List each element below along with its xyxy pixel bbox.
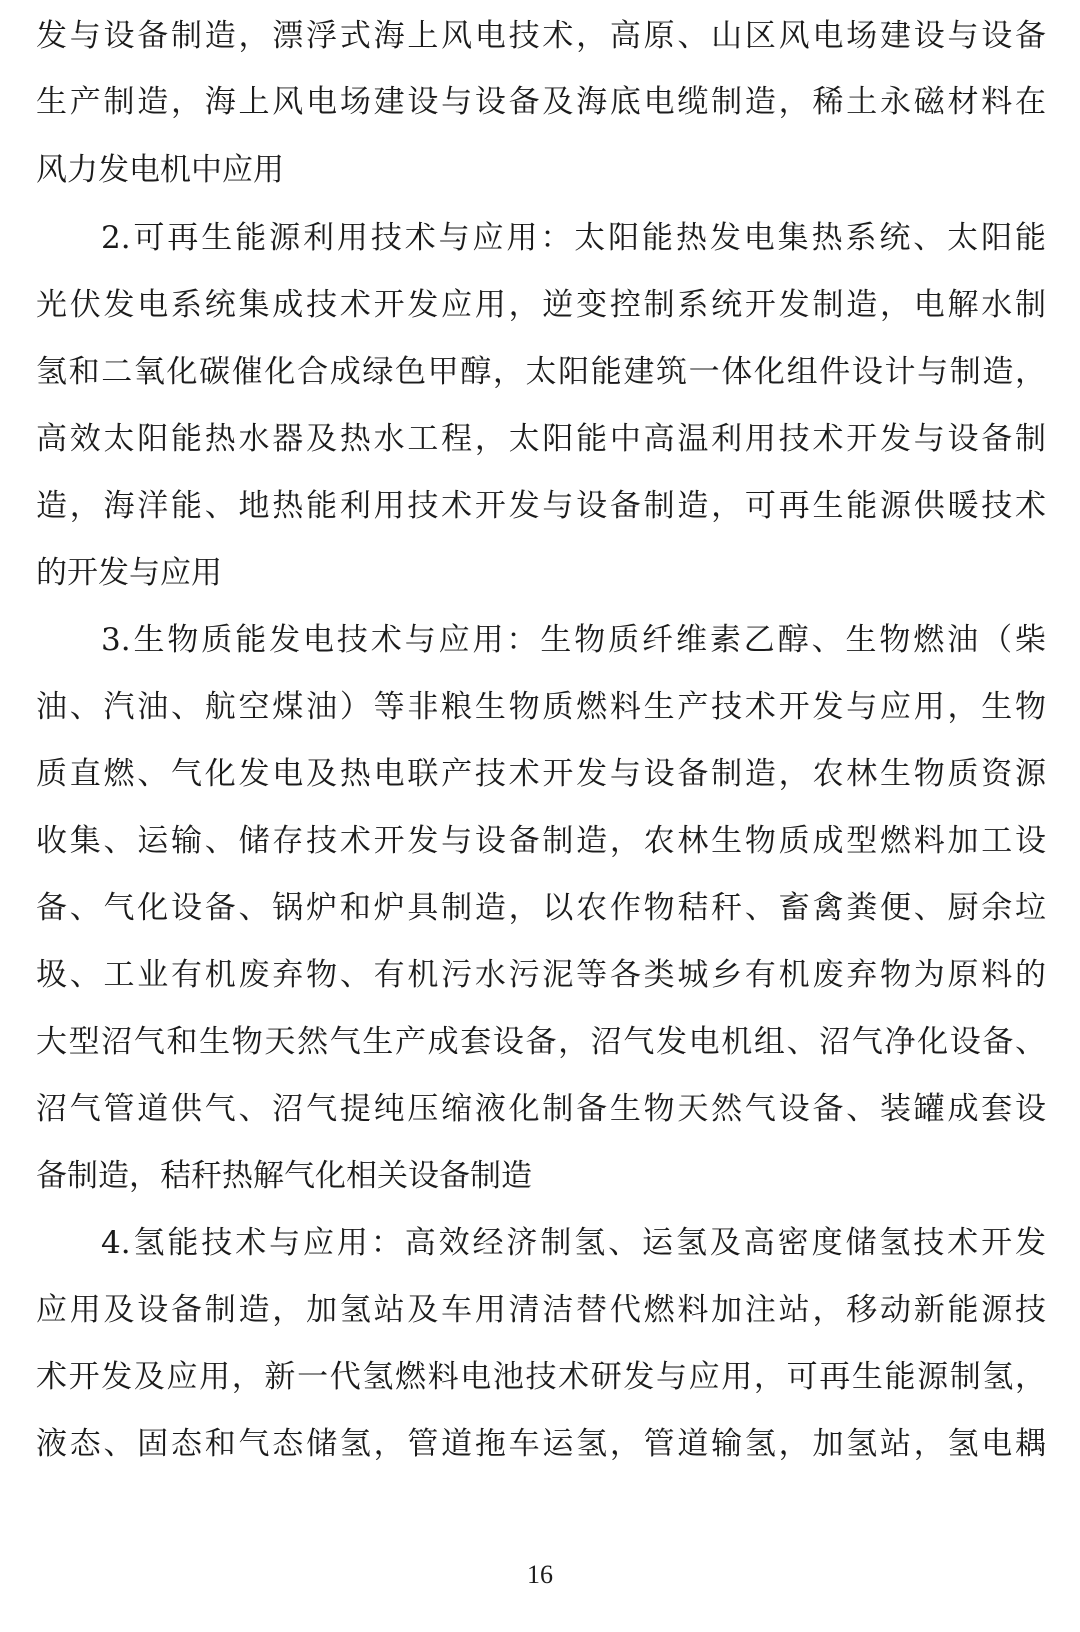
text-line: 备制造，秸秆热解气化相关设备制造 — [36, 1158, 532, 1194]
text-line: 备、气化设备、锅炉和炉具制造，以农作物秸秆、畜禽粪便、厨余垃 — [36, 890, 1046, 926]
paragraph-heading-line: 2.可再生能源利用技术与应用：太阳能热发电集热系统、太阳能 — [101, 220, 1046, 256]
text-line: 发与设备制造，漂浮式海上风电技术，高原、山区风电场建设与设备 — [36, 18, 1046, 54]
text-line: 氢和二氧化碳催化合成绿色甲醇，太阳能建筑一体化组件设计与制造， — [36, 354, 1046, 390]
text-line: 油、汽油、航空煤油）等非粮生物质燃料生产技术开发与应用，生物 — [36, 689, 1046, 725]
text-line: 高效太阳能热水器及热水工程，太阳能中高温利用技术开发与设备制 — [36, 421, 1046, 457]
text-line: 沼气管道供气、沼气提纯压缩液化制备生物天然气设备、装罐成套设 — [36, 1091, 1046, 1127]
text-line: 圾、工业有机废弃物、有机污水污泥等各类城乡有机废弃物为原料的 — [36, 957, 1046, 993]
page-number: 16 — [527, 1560, 553, 1589]
text-line: 光伏发电系统集成技术开发应用，逆变控制系统开发制造，电解水制 — [36, 287, 1046, 323]
text-line: 质直燃、气化发电及热电联产技术开发与设备制造，农林生物质资源 — [36, 756, 1046, 792]
text-line: 风力发电机中应用 — [36, 152, 284, 188]
text-line: 收集、运输、储存技术开发与设备制造，农林生物质成型燃料加工设 — [36, 823, 1046, 859]
text-line: 液态、固态和气态储氢，管道拖车运氢，管道输氢，加氢站，氢电耦 — [36, 1426, 1046, 1462]
paragraph-heading-line: 3.生物质能发电技术与应用：生物质纤维素乙醇、生物燃油（柴 — [101, 622, 1046, 658]
paragraph-heading-line: 4.氢能技术与应用：高效经济制氢、运氢及高密度储氢技术开发 — [101, 1225, 1046, 1261]
text-line: 应用及设备制造，加氢站及车用清洁替代燃料加注站，移动新能源技 — [36, 1292, 1046, 1328]
text-line: 造，海洋能、地热能利用技术开发与设备制造，可再生能源供暖技术 — [36, 488, 1046, 524]
text-line: 的开发与应用 — [36, 555, 222, 591]
text-line: 术开发及应用，新一代氢燃料电池技术研发与应用，可再生能源制氢， — [36, 1359, 1046, 1395]
text-line: 大型沼气和生物天然气生产成套设备，沼气发电机组、沼气净化设备、 — [36, 1024, 1046, 1060]
text-line: 生产制造，海上风电场建设与设备及海底电缆制造，稀土永磁材料在 — [36, 84, 1046, 120]
